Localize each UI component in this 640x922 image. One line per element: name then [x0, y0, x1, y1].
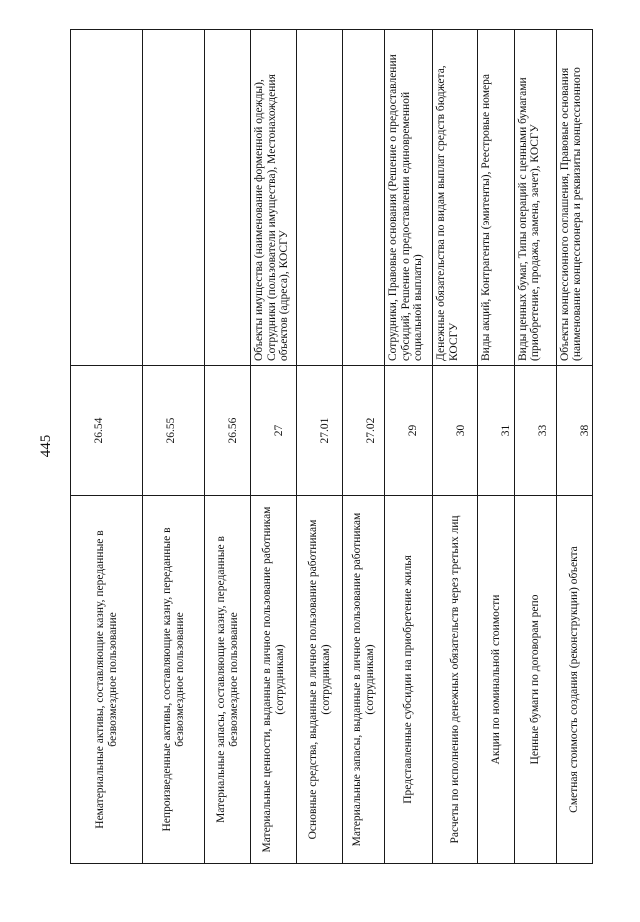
- accounts-table-frame: [70, 30, 591, 864]
- account-code-cell: 26.56: [205, 366, 251, 496]
- account-name-cell: Основные средства, выданные в личное пользование работникам (сотрудникам): [297, 496, 343, 864]
- analytics-cell: [205, 30, 251, 366]
- table-row: [514, 30, 556, 864]
- account-name-cell: Материальные ценности, выданные в личное пользование работникам (сотрудникам): [251, 496, 297, 864]
- page-number: 445: [38, 434, 54, 458]
- accounts-table: [70, 29, 593, 864]
- account-name-cell: Акции по номинальной стоимости: [478, 496, 515, 864]
- analytics-cell: [71, 30, 143, 366]
- account-name-cell: Нематериальные активы, составляющие казну, переданные в безвозмездное пользование: [71, 496, 143, 864]
- table-row: [343, 30, 385, 864]
- account-code-cell: 30: [433, 366, 478, 496]
- account-name-cell: Представленные субсидии на приобретение жилья: [385, 496, 433, 864]
- account-name-cell: Расчеты по исполнению денежных обязательств через третьих лиц: [433, 496, 478, 864]
- table-row: [433, 30, 478, 864]
- table-row: [556, 30, 593, 864]
- account-name-cell: Материальные запасы, составляющие казну, переданные в безвозмездное пользование: [205, 496, 251, 864]
- account-code-cell: 27.02: [343, 366, 385, 496]
- analytics-cell: Объекты имущества (наименование форменной одежды), Сотрудники (пользователи имущества), Местонахождения объектов (адреса), КОСГУ: [251, 30, 297, 366]
- analytics-cell: Виды акций, Контрагенты (эмитенты), Реестровые номера: [478, 30, 515, 366]
- analytics-cell: Виды ценных бумаг, Типы операций с ценными бумагами (приобретение, продажа, замена, зачет), КОСГУ: [514, 30, 556, 366]
- account-name-cell: Сметная стоимость создания (реконструкции) объекта: [556, 496, 593, 864]
- analytics-cell: [343, 30, 385, 366]
- analytics-cell: Денежные обязательства по видам выплат средств бюджета, КОСГУ: [433, 30, 478, 366]
- account-code-cell: 26.54: [71, 366, 143, 496]
- table-row: [385, 30, 433, 864]
- account-code-cell: 27.01: [297, 366, 343, 496]
- account-name-cell: Непроизведенные активы, составляющие казну, переданные в безвозмездное пользование: [143, 496, 205, 864]
- table-row: [251, 30, 297, 864]
- account-name-cell: Материальные запасы, выданные в личное пользование работникам (сотрудникам): [343, 496, 385, 864]
- account-name-cell: Ценные бумаги по договорам репо: [514, 496, 556, 864]
- rotated-table-container: [70, 30, 591, 864]
- account-code-cell: 33: [514, 366, 556, 496]
- account-code-cell: 31: [478, 366, 515, 496]
- account-code-cell: 26.55: [143, 366, 205, 496]
- analytics-cell: Объекты концессионного соглашения, Правовые основания (наименование концессионера и реквизиты концессионного: [556, 30, 593, 366]
- analytics-cell: Сотрудники, Правовые основания (Решение о предоставлении субсидий, Решение о предоставлении единовременной социальной выплаты): [385, 30, 433, 366]
- analytics-cell: [297, 30, 343, 366]
- table-row: [143, 30, 205, 864]
- analytics-cell: [143, 30, 205, 366]
- table-row: [478, 30, 515, 864]
- table-row: [205, 30, 251, 864]
- table-row: [297, 30, 343, 864]
- account-code-cell: 38: [556, 366, 593, 496]
- table-row: [71, 30, 143, 864]
- account-code-cell: 27: [251, 366, 297, 496]
- account-code-cell: 29: [385, 366, 433, 496]
